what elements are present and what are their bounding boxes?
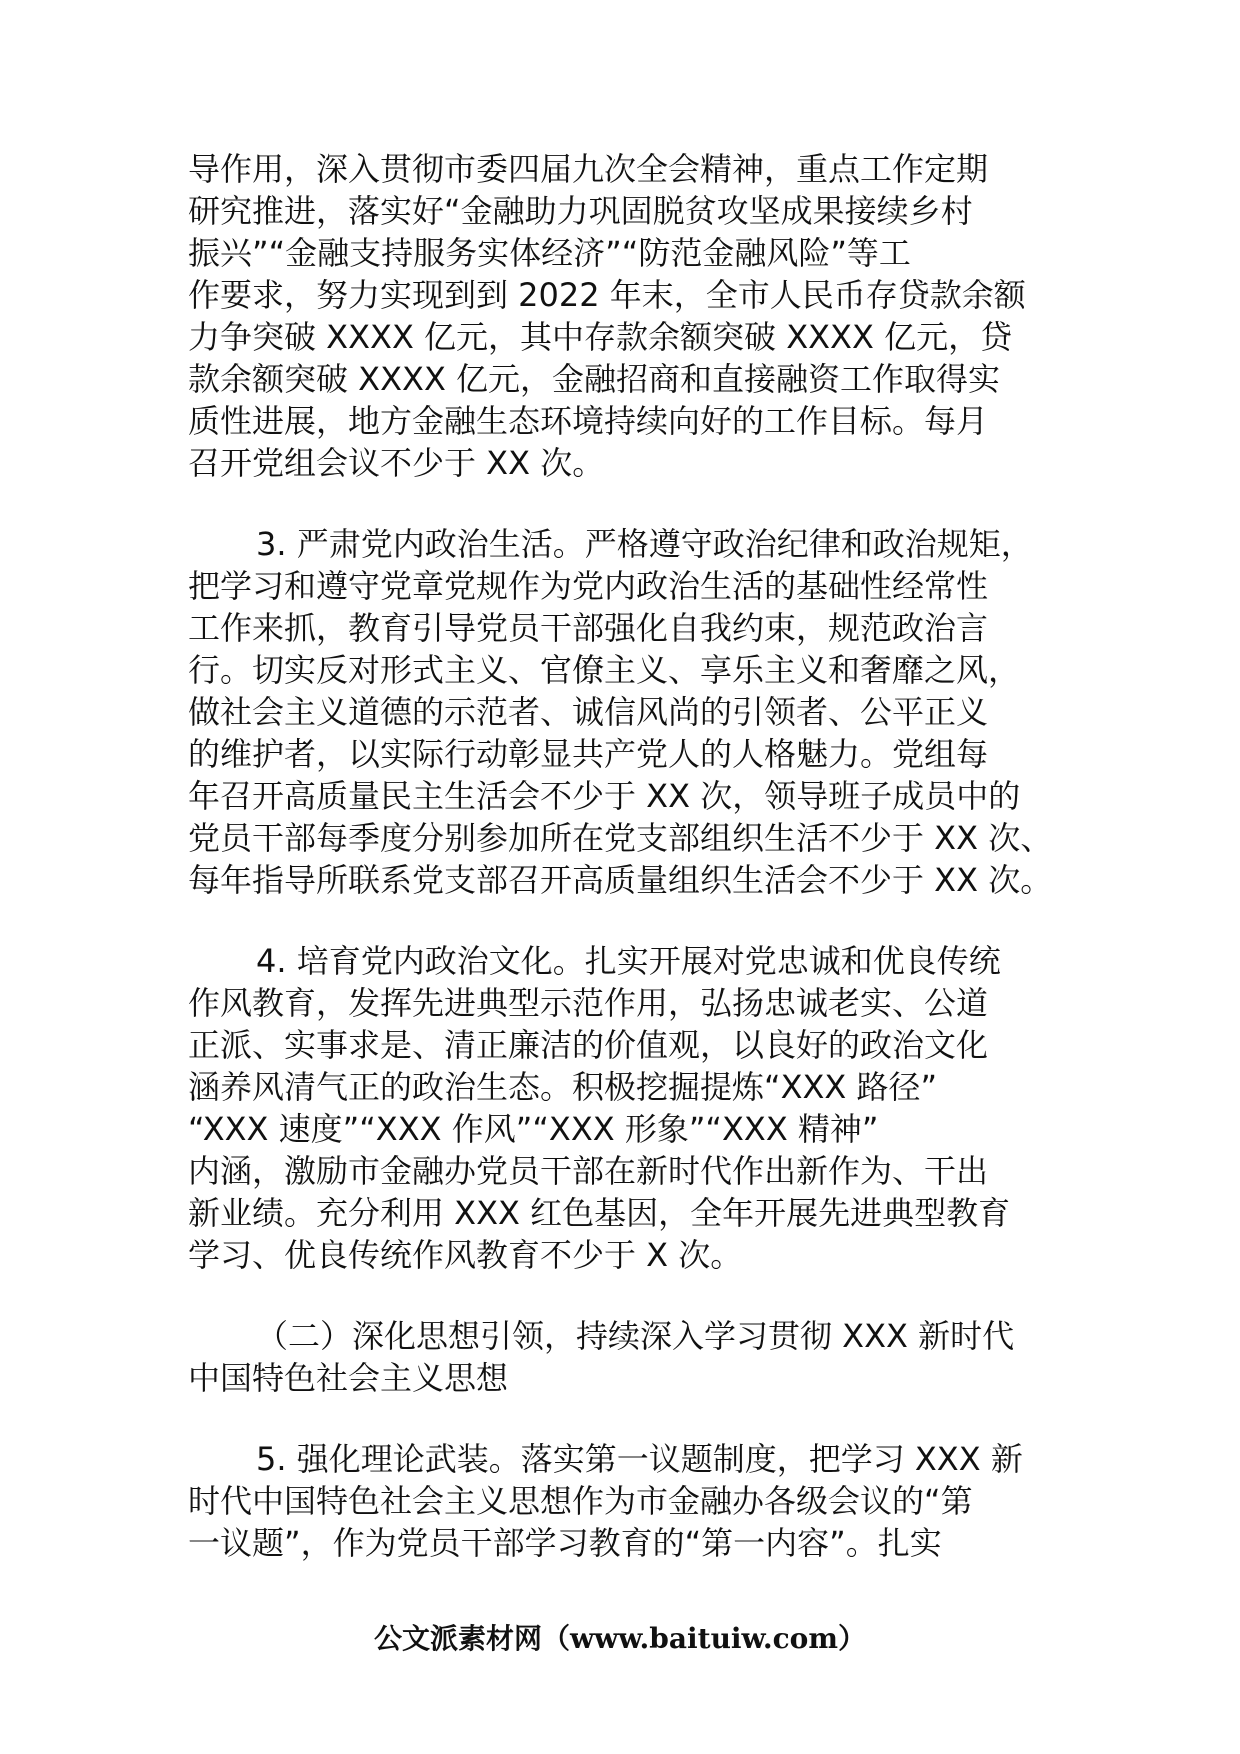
section-heading-2 bbox=[188, 1315, 1068, 1399]
text-line: 力争突破 XXXX 亿元，其中存款余额突破 XXXX 亿元，贷 bbox=[188, 318, 1013, 356]
text-line: 每年指导所联系党支部召开高质量组织生活会不少于 XX 次。 bbox=[188, 861, 1053, 899]
text-line: 把学习和遵守党章党规作为党内政治生活的基础性经常性 bbox=[188, 567, 989, 605]
text-line: “XXX 速度”“XXX 作风”“XXX 形象”“XXX 精神” bbox=[188, 1110, 879, 1148]
text-line: 召开党组会议不少于 XX 次。 bbox=[188, 444, 605, 482]
footer-watermark: 公文派素材网（www.baituiw.com） bbox=[374, 1622, 866, 1655]
text-line: 年召开高质量民主生活会不少于 XX 次，领导班子成员中的 bbox=[188, 777, 1021, 815]
text-line: 正派、实事求是、清正廉洁的价值观，以良好的政治文化 bbox=[188, 1026, 989, 1064]
document-body bbox=[188, 148, 1068, 1564]
paragraph-gap bbox=[188, 901, 1068, 940]
text-line: 时代中国特色社会主义思想作为市金融办各级会议的“第 bbox=[188, 1482, 973, 1520]
text-line: 中国特色社会主义思想 bbox=[188, 1359, 509, 1397]
text-line: 新业绩。充分利用 XXX 红色基因，全年开展先进典型教育 bbox=[188, 1194, 1011, 1232]
text-line: 一议题”，作为党员干部学习教育的“第一内容”。扎实 bbox=[188, 1524, 942, 1562]
paragraph-gap bbox=[188, 1399, 1068, 1438]
text-line: 工作来抓，教育引导党员干部强化自我约束，规范政治言 bbox=[188, 609, 989, 647]
text-line: 款余额突破 XXXX 亿元，金融招商和直接融资工作取得实 bbox=[188, 360, 1001, 398]
text-line: 作风教育，发挥先进典型示范作用，弘扬忠诚老实、公道 bbox=[188, 984, 989, 1022]
paragraph-gap bbox=[188, 484, 1068, 523]
paragraph-item-4 bbox=[188, 940, 1068, 1276]
text-line: 研究推进，落实好“金融助力巩固脱贫攻坚成果接续乡村 bbox=[188, 192, 973, 230]
text-line: 质性进展，地方金融生态环境持续向好的工作目标。每月 bbox=[188, 402, 989, 440]
text-line: 做社会主义道德的示范者、诚信风尚的引领者、公平正义 bbox=[188, 693, 989, 731]
text-line: 3. 严肃党内政治生活。严格遵守政治纪律和政治规矩， bbox=[256, 525, 1033, 563]
text-line: 行。切实反对形式主义、官僚主义、享乐主义和奢靡之风， bbox=[188, 651, 1021, 689]
text-line: （二）深化思想引领，持续深入学习贯彻 XXX 新时代 bbox=[256, 1317, 1015, 1355]
text-line: 4. 培育党内政治文化。扎实开展对党忠诚和优良传统 bbox=[256, 942, 1001, 980]
text-line: 的维护者，以实际行动彰显共产党人的人格魅力。党组每 bbox=[188, 735, 989, 773]
paragraph-continuation bbox=[188, 148, 1068, 484]
text-line: 学习、优良传统作风教育不少于 X 次。 bbox=[188, 1236, 743, 1274]
text-line: 涵养风清气正的政治生态。积极挖掘提炼“XXX 路径” bbox=[188, 1068, 938, 1106]
text-line: 作要求，努力实现到到 2022 年末，全市人民币存贷款余额 bbox=[188, 276, 1026, 314]
paragraph-item-3 bbox=[188, 523, 1068, 901]
paragraph-gap bbox=[188, 1276, 1068, 1315]
paragraph-item-5 bbox=[188, 1438, 1068, 1564]
text-line: 振兴”“金融支持服务实体经济”“防范金融风险”等工 bbox=[188, 234, 911, 272]
text-line: 党员干部每季度分别参加所在党支部组织生活不少于 XX 次、 bbox=[188, 819, 1053, 857]
text-line: 5. 强化理论武装。落实第一议题制度，把学习 XXX 新 bbox=[256, 1440, 1023, 1478]
text-line: 内涵，激励市金融办党员干部在新时代作出新作为、干出 bbox=[188, 1152, 989, 1190]
text-line: 导作用，深入贯彻市委四届九次全会精神，重点工作定期 bbox=[188, 150, 989, 188]
